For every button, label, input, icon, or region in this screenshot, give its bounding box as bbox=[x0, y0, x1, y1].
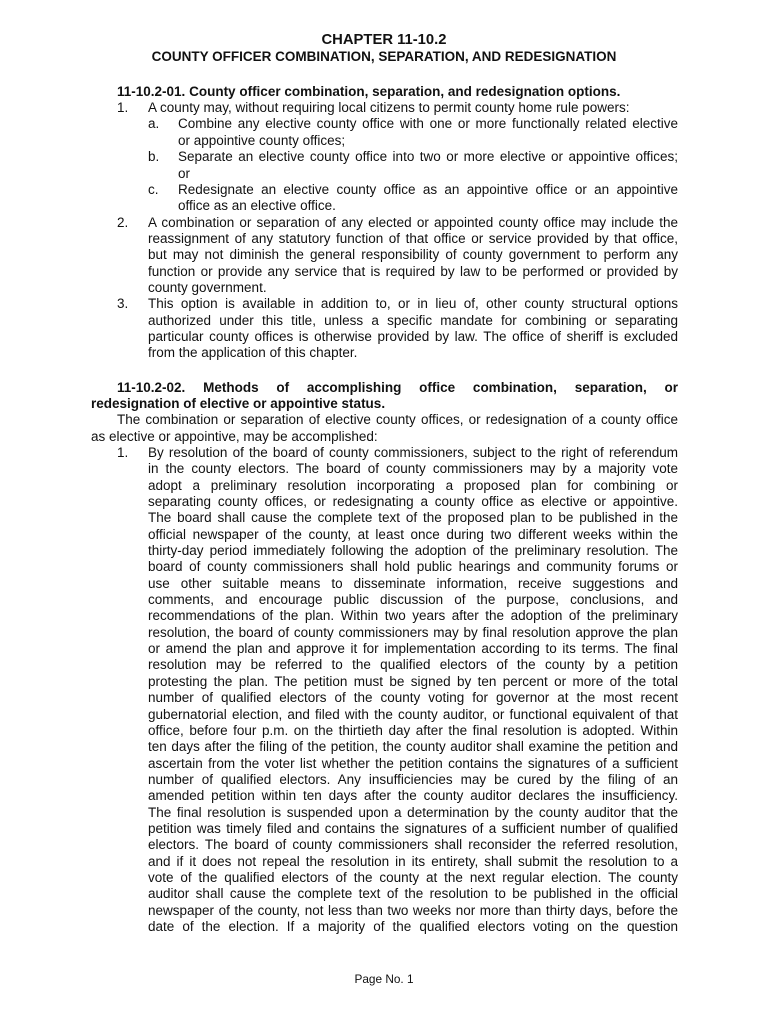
text-line: auditor shall cause the complete text of the resolution to be published in the official bbox=[148, 886, 678, 902]
item-text bbox=[148, 296, 678, 361]
text-line: or appointive county offices; bbox=[178, 132, 346, 148]
item-number: 3. bbox=[117, 296, 129, 312]
text-line: or amend the plan and approve it for implementation according to its terms. The final bbox=[148, 641, 678, 657]
text-line: recommendations of the plan. Within two years after the adoption of the preliminary bbox=[148, 608, 678, 624]
section-heading-line bbox=[91, 84, 678, 100]
section-heading-line bbox=[91, 380, 678, 396]
text-line: separating county offices, or redesignating a county office as elective or appointive. bbox=[148, 494, 678, 510]
sub-item-letter: b. bbox=[148, 149, 160, 165]
text-line: newspaper of the county, not less than two weeks nor more than thirty days, before the bbox=[148, 902, 678, 918]
text-line: office, before four p.m. on the thirtieth day after the final resolution is adopted. Within bbox=[148, 722, 678, 738]
text-line: or bbox=[178, 165, 191, 181]
list-item bbox=[91, 100, 678, 214]
section-heading bbox=[91, 380, 678, 413]
text-line: ten days after the filing of the petition, the county auditor shall examine the petition and bbox=[148, 739, 678, 755]
text-line: gubernatorial election, and filed with the county auditor, or functional equivalent of that bbox=[148, 706, 678, 722]
text-line: use other suitable means to disseminate information, receive suggestions and bbox=[148, 575, 678, 591]
text-line: Combine any elective county office with one or more functionally related elective bbox=[178, 116, 678, 132]
text-line: board of county commissioners shall hold public hearings and community forums or bbox=[148, 559, 678, 575]
text-line: from the application of this chapter. bbox=[148, 345, 358, 361]
text-line: amended petition within ten days after the county auditor declares the insufficiency. bbox=[148, 788, 678, 804]
section-11-10-2-01 bbox=[91, 84, 678, 362]
text-line: resolution may be referred to the qualified electors of the county by a petition bbox=[148, 657, 678, 673]
text-line: number of qualified electors of the county voting for governor at the most recent bbox=[148, 690, 678, 706]
text-line: resolution, the board of county commissioners may by final resolution approve the plan bbox=[148, 624, 678, 640]
text-line: A county may, without requiring local citizens to permit county home rule powers: bbox=[148, 100, 630, 116]
text-line: By resolution of the board of county commissioners, subject to the right of referendum bbox=[148, 445, 678, 461]
section-number: 11-10.2-02. bbox=[117, 379, 186, 395]
text-line: Redesignate an elective county office as an appointive office or an appointive bbox=[178, 181, 678, 197]
item-text bbox=[148, 445, 678, 935]
text-line: function or provide any service that is required by law to be performed or provided by bbox=[148, 263, 678, 279]
text-line: as elective or appointive, may be accomplished: bbox=[91, 428, 378, 444]
text-line: The final resolution is suspended upon a determination by the county auditor that the bbox=[148, 804, 678, 820]
text-line: official newspaper of the county, at least once during two different weeks within the bbox=[148, 526, 678, 542]
sub-item-letter: c. bbox=[148, 181, 159, 197]
list-item bbox=[91, 215, 678, 297]
list-item bbox=[91, 445, 678, 935]
sub-item bbox=[148, 149, 678, 182]
item-text bbox=[148, 100, 678, 116]
text-line: vote of the qualified electors of the county at the next regular election. The county bbox=[148, 869, 678, 885]
item-number: 1. bbox=[117, 100, 129, 116]
text-line: particular county offices is otherwise provided by law. The office of sheriff is excluded bbox=[148, 328, 678, 344]
section-heading bbox=[91, 84, 678, 100]
text-line: The combination or separation of elective county offices, or redesignation of a county office bbox=[117, 412, 678, 428]
text-line: but may not diminish the general responsibility of county government to perform any bbox=[148, 247, 678, 263]
sub-item-letter: a. bbox=[148, 116, 160, 132]
text-line: ascertain from the voter list whether the petition contains the signatures of a sufficient bbox=[148, 755, 678, 771]
text-line: A combination or separation of any elected or appointed county office may include the bbox=[148, 214, 678, 230]
text-line: electors. The board of county commissioners shall reconsider the referred resolution, bbox=[148, 837, 678, 853]
text-line: reassignment of any statutory function of that office or service provided by that office, bbox=[148, 230, 678, 246]
text-line: authorized under this title, unless a specific mandate for combining or separating bbox=[148, 312, 678, 328]
section-title: County officer combination, separation, and redesignation options. bbox=[189, 83, 621, 99]
sub-item-text bbox=[178, 182, 678, 215]
section-11-10-2-02 bbox=[91, 380, 678, 936]
section-heading-line: redesignation of elective or appointive status. bbox=[91, 395, 386, 411]
text-line: Separate an elective county office into two or more elective or appointive offices; bbox=[178, 149, 678, 165]
item-number: 1. bbox=[117, 445, 129, 461]
sub-item bbox=[148, 116, 678, 149]
chapter-title: CHAPTER 11-10.2 bbox=[321, 32, 447, 48]
page-number: Page No. 1 bbox=[354, 972, 414, 986]
text-line: petition was timely filed and contains the signatures of a sufficient number of qualified bbox=[148, 820, 678, 836]
text-line: number of qualified electors. Any insufficiencies may be cured by the filing of an bbox=[148, 771, 678, 787]
text-line: The board shall cause the complete text of the proposed plan to be published in the bbox=[148, 510, 678, 526]
chapter-subtitle: COUNTY OFFICER COMBINATION, SEPARATION, AND REDESIGNATION bbox=[151, 49, 617, 64]
text-line: in the county electors. The board of county commissioners may by a majority vote bbox=[148, 461, 678, 477]
section-intro bbox=[91, 412, 678, 445]
list-item bbox=[91, 296, 678, 361]
sub-item bbox=[148, 182, 678, 215]
section-title: Methods of accomplishing office combination, separation, or bbox=[203, 379, 678, 395]
text-line: county government. bbox=[148, 279, 267, 295]
sub-item-text bbox=[178, 116, 678, 149]
text-line: adopt a preliminary resolution incorporating a proposed plan for combining or bbox=[148, 477, 678, 493]
sub-item-text bbox=[178, 149, 678, 182]
item-text bbox=[148, 215, 678, 297]
item-number: 2. bbox=[117, 214, 129, 230]
text-line: date of the election. If a majority of the qualified electors voting on the question bbox=[148, 918, 678, 934]
text-line: This option is available in addition to, or in lieu of, other county structural options bbox=[148, 296, 678, 312]
section-number: 11-10.2-01. bbox=[117, 83, 186, 99]
chapter-header bbox=[0, 31, 768, 65]
text-line: protesting the plan. The petition must be signed by ten percent or more of the total bbox=[148, 673, 678, 689]
text-line: office as an elective office. bbox=[178, 198, 336, 214]
document-body bbox=[91, 84, 678, 936]
text-line: and if it does not repeal the resolution in its entirety, shall submit the resolution to a bbox=[148, 853, 678, 869]
text-line: comments, and encourage public discussion of the purpose, conclusions, and bbox=[148, 592, 678, 608]
text-line: thirty-day period immediately following the adoption of the preliminary resolution. The bbox=[148, 543, 678, 559]
